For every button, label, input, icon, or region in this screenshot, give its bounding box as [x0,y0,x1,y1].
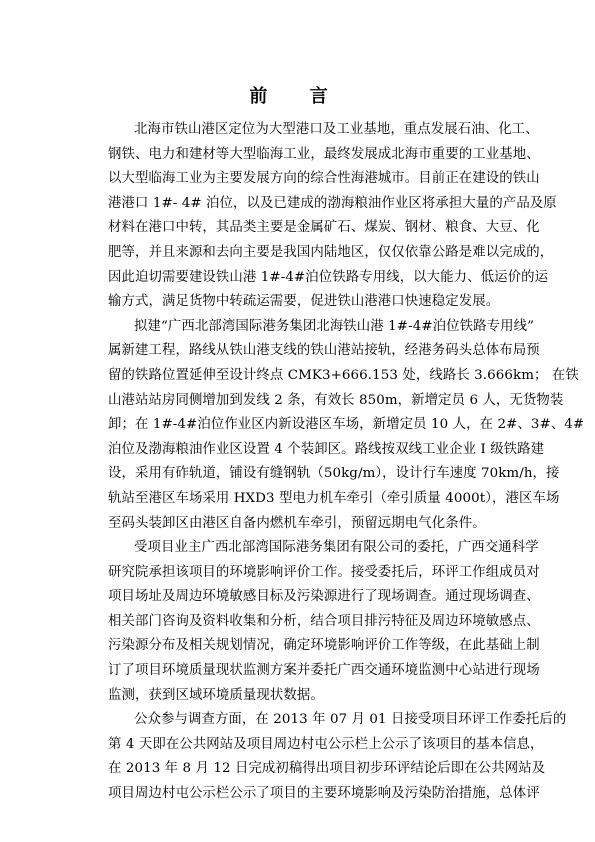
text-line: 公众参与调查方面，在 2013 年 07 月 01 日接受项目环评工作委托后的 [134,712,567,728]
text-line: 项目周边村屯公示栏公示了项目的主要环境影响及污染防治措施，总体评 [108,786,540,802]
document-body [108,118,585,807]
text-line: 轨站至港区车场采用 HXD3 型电力机车牵引（牵引质量 4000t），港区车场 [108,490,560,506]
text-line: 项目场址及周边环境敏感目标及污染源进行了现场调查。通过现场调查、 [108,589,540,605]
text-line: 卸；在 1#-4#泊位作业区内新设港区车场，新增定员 10 人，在 2#、3#、4# [108,417,585,433]
paragraph-3 [108,536,540,708]
text-line: 留的铁路位置延伸至设计终点 CMK3+666.153 处，线路长 3.666km； 在铁 [108,367,579,383]
text-line: 因此迫切需要建设铁山港 1#-4#泊位铁路专用线，以大能力、低运价的运 [108,269,549,285]
paragraph-4 [108,708,567,806]
text-line: 以大型临海工业为主要发展方向的综合性海港城市。目前正在建设的铁山 [108,171,540,187]
text-line: 属新建工程，路线从铁山港支线的铁山港站接轨，经港务码头总体布局预 [108,343,540,359]
text-line: 在 2013 年 8 月 12 日完成初稿得出项目初步环评结论后即在公共网站及 [108,761,546,777]
text-line: 材料在港口中转，其品类主要是金属矿石、煤炭、钢材、粮食、大豆、化 [108,220,540,236]
text-line: 污染源分布及相关规划情况，确定环境影响评价工作等级，在此基础上制 [108,638,540,654]
text-line: 泊位及渤海粮油作业区设置 4 个装卸区。路线按双线工业企业 Ⅰ 级铁路建 [108,441,545,457]
paragraph-2 [108,315,585,536]
text-line: 监测，获到区域环境质量现状数据。 [108,687,324,703]
text-line: 输方式，满足货物中转疏运需要，促进铁山港港口快速稳定发展。 [108,294,500,310]
text-line: 受项目业主广西北部湾国际港务集团有限公司的委托，广西交通科学 [134,540,539,556]
text-line: 山港站站房同侧增加到发线 2 条，有效长 850m，新增定员 6 人，无货物装 [108,392,564,408]
text-line: 至码头装卸区由港区自备内燃机车牵引，预留远期电气化条件。 [108,515,486,531]
paragraph-1 [108,118,557,315]
text-line: 肥等，并且来源和去向主要是我国内陆地区，仅仅依靠公路是难以完成的， [108,244,554,260]
text-line: 订了项目环境质量现状监测方案并委托广西交通环境监测中心站进行现场 [108,663,540,679]
text-line: 设，采用有砟轨道，铺设有缝钢轨（50kg/m），设计行车速度 70km/h，接 [108,466,560,482]
text-line: 相关部门咨询及资料收集和分析，结合项目排污特征及周边环境敏感点、 [108,613,540,629]
text-line: 港港口 1#- 4# 泊位，以及已建成的渤海粮油作业区将承担大量的产品及原 [108,195,557,211]
text-line: 第 4 天即在公共网站及项目周边村屯公示栏上公示了该项目的基本信息， [108,736,544,752]
text-line: 拟建“广西北部湾国际港务集团北海铁山港 1#-4#泊位铁路专用线” [134,318,535,334]
text-line: 钢铁、电力和建材等大型临海工业，最终发展成北海市重要的工业基地、 [108,146,540,162]
page-title: 前 言 [249,86,346,107]
text-line: 北海市铁山港区定位为大型港口及工业基地，重点发展石油、化工、 [134,122,539,137]
text-line: 研究院承担该项目的环境影响评价工作。接受委托后，环评工作组成员对 [108,564,540,580]
